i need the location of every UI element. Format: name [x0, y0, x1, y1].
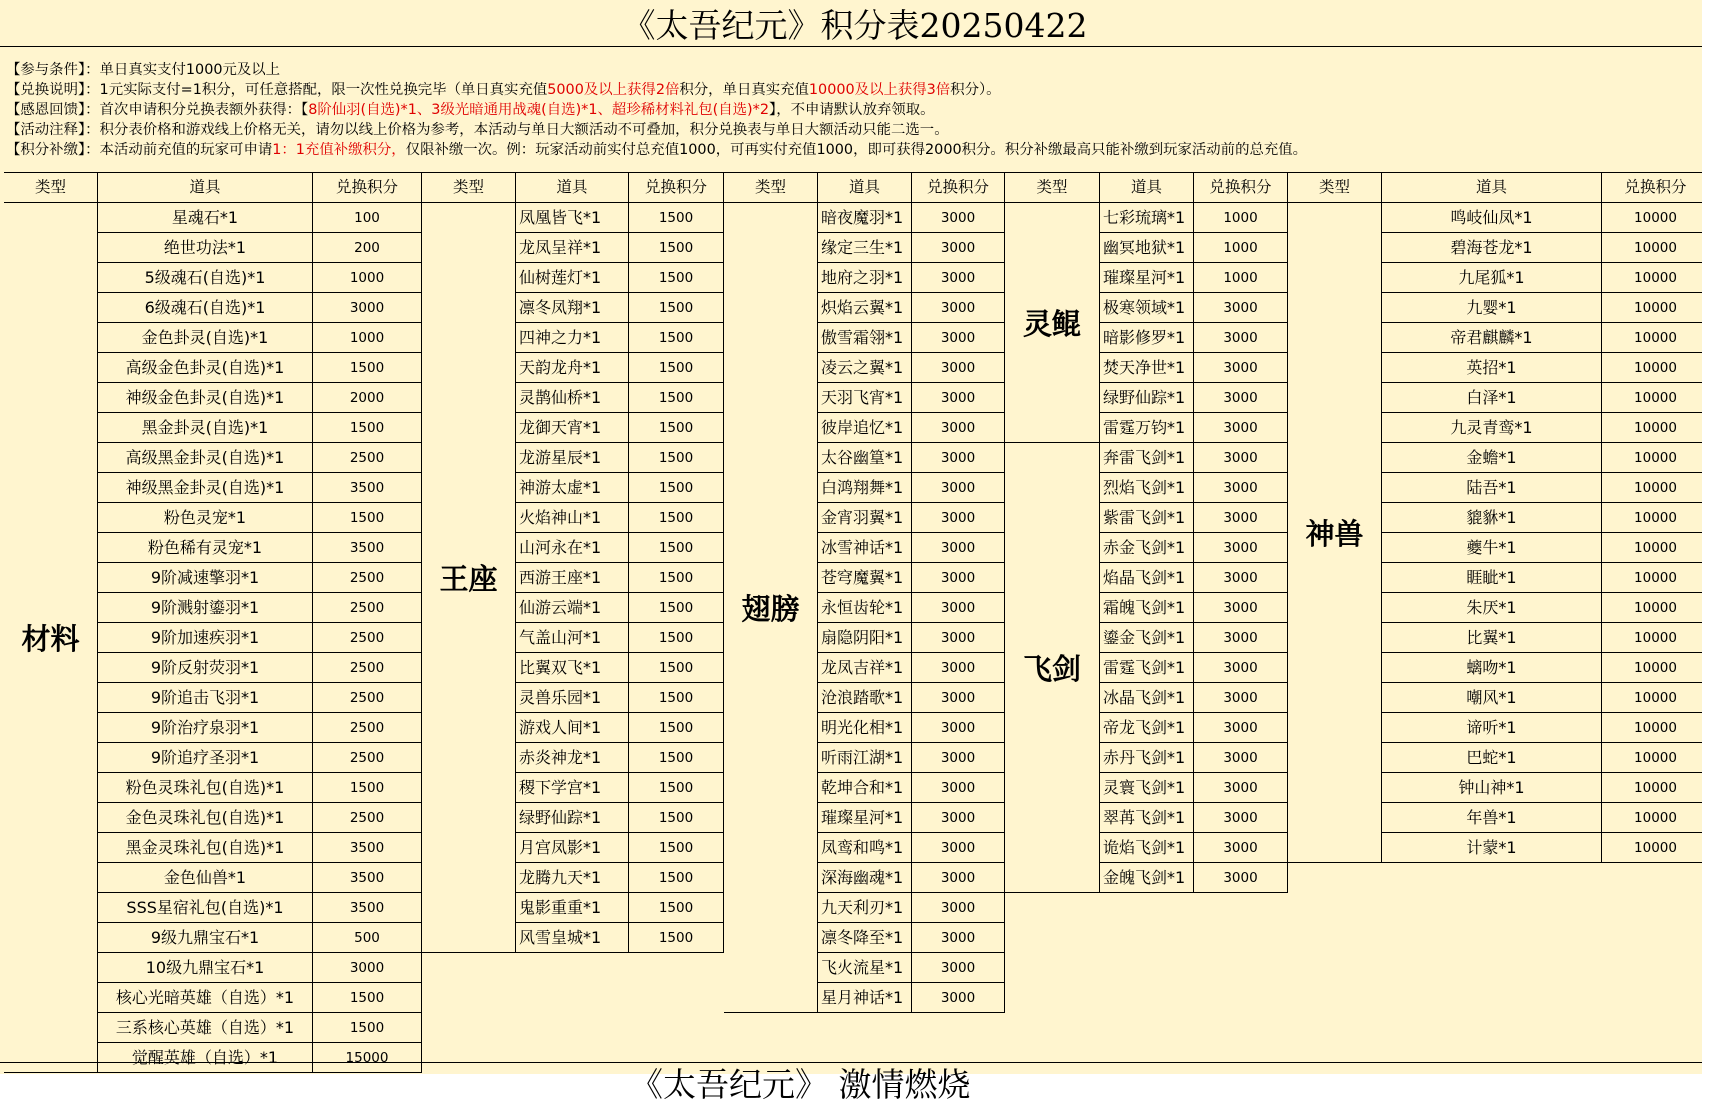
- item-name[interactable]: 绿野仙踪*1: [516, 803, 629, 833]
- viewport-edge: [1702, 0, 1710, 1074]
- item-name[interactable]: 神级黑金卦灵(自选)*1: [98, 473, 313, 503]
- item-points: 2500: [313, 563, 422, 593]
- item-points: 3000: [1194, 713, 1288, 743]
- item-points: 15000: [313, 1043, 422, 1073]
- item-name[interactable]: 谛听*1: [1382, 713, 1602, 743]
- item-name[interactable]: 天羽飞宵*1: [818, 383, 912, 413]
- footer-title: 《太吾纪元》 激情燃烧: [630, 1065, 971, 1104]
- item-points: 1000: [313, 263, 422, 293]
- item-name[interactable]: 飞火流星*1: [818, 953, 912, 983]
- item-points: 3000: [1194, 443, 1288, 473]
- item-points: 3000: [1194, 473, 1288, 503]
- item-name[interactable]: 赤金飞剑*1: [1100, 533, 1194, 563]
- item-points: 3000: [1194, 533, 1288, 563]
- item-name[interactable]: 凌云之翼*1: [818, 353, 912, 383]
- item-points: 1500: [629, 443, 724, 473]
- item-points: 3000: [912, 413, 1005, 443]
- header-item: 道具: [1382, 172, 1602, 203]
- item-name[interactable]: 白鸿翔舞*1: [818, 473, 912, 503]
- item-name[interactable]: 仙游云端*1: [516, 593, 629, 623]
- item-name[interactable]: 龙腾九天*1: [516, 863, 629, 893]
- item-name[interactable]: 暗影修罗*1: [1100, 323, 1194, 353]
- item-points: 3000: [912, 623, 1005, 653]
- item-points: 10000: [1602, 653, 1710, 683]
- item-name[interactable]: 计蒙*1: [1382, 833, 1602, 863]
- item-points: 3000: [1194, 293, 1288, 323]
- item-name[interactable]: 三系核心英雄（自选）*1: [98, 1013, 313, 1043]
- item-name[interactable]: 钟山神*1: [1382, 773, 1602, 803]
- item-points: 10000: [1602, 623, 1710, 653]
- item-name[interactable]: 粉色稀有灵宠*1: [98, 533, 313, 563]
- item-points: 3000: [912, 353, 1005, 383]
- item-name[interactable]: 奔雷飞剑*1: [1100, 443, 1194, 473]
- item-name[interactable]: 9阶追击飞羽*1: [98, 683, 313, 713]
- item-name[interactable]: 帝龙飞剑*1: [1100, 713, 1194, 743]
- item-name[interactable]: 5级魂石(自选)*1: [98, 263, 313, 293]
- category-label: 飞剑: [1005, 443, 1100, 893]
- item-points: 10000: [1602, 713, 1710, 743]
- item-points: 3000: [912, 983, 1005, 1013]
- item-points: 1500: [629, 773, 724, 803]
- item-points: 500: [313, 923, 422, 953]
- item-name[interactable]: 龙游星辰*1: [516, 443, 629, 473]
- item-points: 3000: [1194, 593, 1288, 623]
- category-label: 翅膀: [724, 203, 818, 1013]
- item-points: 10000: [1602, 413, 1710, 443]
- header-points: 兑换积分: [313, 172, 422, 203]
- item-points: 3000: [912, 773, 1005, 803]
- item-points: 3000: [1194, 503, 1288, 533]
- item-points: 3000: [1194, 833, 1288, 863]
- item-name[interactable]: 睚眦*1: [1382, 563, 1602, 593]
- item-name[interactable]: 鬼影重重*1: [516, 893, 629, 923]
- item-name[interactable]: 金色仙兽*1: [98, 863, 313, 893]
- item-name[interactable]: 核心光暗英雄（自选）*1: [98, 983, 313, 1013]
- header-points: 兑换积分: [1602, 172, 1710, 203]
- item-points: 10000: [1602, 293, 1710, 323]
- item-points: 3000: [912, 563, 1005, 593]
- item-name[interactable]: 炽焰云翼*1: [818, 293, 912, 323]
- item-name[interactable]: 天韵龙舟*1: [516, 353, 629, 383]
- item-points: 1000: [1194, 233, 1288, 263]
- item-points: 3000: [1194, 743, 1288, 773]
- item-points: 1500: [629, 833, 724, 863]
- item-name[interactable]: 灵兽乐园*1: [516, 683, 629, 713]
- item-points: 1500: [629, 233, 724, 263]
- item-points: 3000: [912, 953, 1005, 983]
- item-points: 1500: [629, 413, 724, 443]
- note-highlight: 8阶仙羽(自选)*1、3级光暗通用战魂(自选)*1、超珍稀材料礼包(自选)*2: [308, 102, 770, 118]
- item-name[interactable]: 星月神话*1: [818, 983, 912, 1013]
- item-name[interactable]: 苍穹魔翼*1: [818, 563, 912, 593]
- item-points: 1500: [629, 473, 724, 503]
- item-points: 1500: [629, 353, 724, 383]
- category-label: 灵鲲: [1005, 203, 1100, 443]
- item-name[interactable]: 九婴*1: [1382, 293, 1602, 323]
- item-points: 10000: [1602, 443, 1710, 473]
- note-text: 积分）。: [950, 82, 1001, 98]
- note-text: 仅限补缴一次。例：玩家活动前实付总充值1000，可再实付充值1000，即可获得2000积分。积分补缴最高只能补缴到玩家活动前的总充值。: [405, 142, 1308, 158]
- item-points: 3000: [1194, 413, 1288, 443]
- note-line: [6, 120, 1706, 140]
- item-points: 3000: [912, 833, 1005, 863]
- note-highlight: 1：1充值补缴积分，: [272, 142, 406, 158]
- item-points: 3000: [313, 293, 422, 323]
- header-type: 类型: [1005, 172, 1100, 203]
- item-points: 2500: [313, 713, 422, 743]
- note-text: 【积分补缴】：本活动前充值的玩家可申请: [6, 142, 273, 158]
- item-name[interactable]: 璀璨星河*1: [1100, 263, 1194, 293]
- item-points: 2500: [313, 593, 422, 623]
- item-name[interactable]: 九尾狐*1: [1382, 263, 1602, 293]
- item-name[interactable]: 绿野仙踪*1: [1100, 383, 1194, 413]
- item-points: 3500: [313, 473, 422, 503]
- item-name[interactable]: 深海幽魂*1: [818, 863, 912, 893]
- header-type: 类型: [422, 172, 516, 203]
- item-points: 10000: [1602, 323, 1710, 353]
- item-name[interactable]: 永恒齿轮*1: [818, 593, 912, 623]
- item-points: 1500: [313, 773, 422, 803]
- item-points: 3000: [912, 203, 1005, 233]
- item-name[interactable]: 火焰神山*1: [516, 503, 629, 533]
- item-name[interactable]: 山河永在*1: [516, 533, 629, 563]
- header-item: 道具: [516, 172, 629, 203]
- item-points: 3000: [912, 263, 1005, 293]
- item-points: 200: [313, 233, 422, 263]
- header-type: 类型: [4, 172, 98, 203]
- item-points: 1500: [629, 683, 724, 713]
- item-name[interactable]: 绝世功法*1: [98, 233, 313, 263]
- header-item: 道具: [1100, 172, 1194, 203]
- item-points: 1500: [629, 593, 724, 623]
- item-points: 1500: [629, 533, 724, 563]
- item-points: 3500: [313, 893, 422, 923]
- item-points: 10000: [1602, 533, 1710, 563]
- item-name[interactable]: 帝君麒麟*1: [1382, 323, 1602, 353]
- item-name[interactable]: 西游王座*1: [516, 563, 629, 593]
- item-points: 1000: [1194, 263, 1288, 293]
- item-points: 3500: [313, 863, 422, 893]
- header-points: 兑换积分: [629, 172, 724, 203]
- item-name[interactable]: 龙凤吉祥*1: [818, 653, 912, 683]
- item-points: 3000: [912, 653, 1005, 683]
- item-points: 1500: [629, 323, 724, 353]
- item-points: 1500: [629, 203, 724, 233]
- item-points: 3000: [1194, 353, 1288, 383]
- item-name[interactable]: 嘲风*1: [1382, 683, 1602, 713]
- item-name[interactable]: 龙凤呈祥*1: [516, 233, 629, 263]
- item-name[interactable]: 彼岸追忆*1: [818, 413, 912, 443]
- item-points: 1500: [629, 653, 724, 683]
- item-name[interactable]: 觉醒英雄（自选）*1: [98, 1043, 313, 1073]
- note-text: 【感恩回馈】：首次申请积分兑换表额外获得：【: [6, 102, 309, 118]
- item-name[interactable]: 神游太虚*1: [516, 473, 629, 503]
- item-name[interactable]: 太谷幽篁*1: [818, 443, 912, 473]
- item-name[interactable]: 夔牛*1: [1382, 533, 1602, 563]
- item-points: 1500: [313, 353, 422, 383]
- item-points: 3000: [1194, 323, 1288, 353]
- item-name[interactable]: 听雨江湖*1: [818, 743, 912, 773]
- item-name[interactable]: 傲雪霜翎*1: [818, 323, 912, 353]
- header-points: 兑换积分: [912, 172, 1005, 203]
- item-name[interactable]: 陆吾*1: [1382, 473, 1602, 503]
- item-points: 3000: [912, 713, 1005, 743]
- item-name[interactable]: 明光化相*1: [818, 713, 912, 743]
- item-points: 3000: [1194, 803, 1288, 833]
- item-name[interactable]: 凤凰皆飞*1: [516, 203, 629, 233]
- item-points: 1500: [313, 413, 422, 443]
- item-name[interactable]: 螭吻*1: [1382, 653, 1602, 683]
- category-label: 神兽: [1288, 203, 1382, 863]
- item-name[interactable]: 鎏金飞剑*1: [1100, 623, 1194, 653]
- item-points: 1500: [629, 293, 724, 323]
- item-points: 3000: [912, 293, 1005, 323]
- item-name[interactable]: 凤鸾和鸣*1: [818, 833, 912, 863]
- item-points: 1500: [313, 983, 422, 1013]
- note-highlight: 10000及以上获得3倍: [808, 82, 951, 98]
- item-name[interactable]: 仙树莲灯*1: [516, 263, 629, 293]
- item-points: 1500: [629, 923, 724, 953]
- header-points: 兑换积分: [1194, 172, 1288, 203]
- item-name[interactable]: 月宫凤影*1: [516, 833, 629, 863]
- note-text: 】，不申请默认放弃领取。: [769, 102, 935, 118]
- item-name[interactable]: 翠苒飞剑*1: [1100, 803, 1194, 833]
- item-points: 10000: [1602, 263, 1710, 293]
- item-name[interactable]: 粉色灵珠礼包(自选)*1: [98, 773, 313, 803]
- item-name[interactable]: 赤炎神龙*1: [516, 743, 629, 773]
- item-points: 3000: [912, 323, 1005, 353]
- item-name[interactable]: 诡焰飞剑*1: [1100, 833, 1194, 863]
- item-name[interactable]: 龙御天宵*1: [516, 413, 629, 443]
- header-item: 道具: [98, 172, 313, 203]
- item-points: 3000: [912, 863, 1005, 893]
- item-name[interactable]: 比翼*1: [1382, 623, 1602, 653]
- item-name[interactable]: 9阶减速擎羽*1: [98, 563, 313, 593]
- item-name[interactable]: 沧浪踏歌*1: [818, 683, 912, 713]
- note-line: [6, 100, 1706, 120]
- item-points: 3000: [1194, 863, 1288, 893]
- item-points: 10000: [1602, 803, 1710, 833]
- item-name[interactable]: 扇隐阴阳*1: [818, 623, 912, 653]
- item-points: 3000: [912, 893, 1005, 923]
- item-points: 3000: [1194, 383, 1288, 413]
- item-name[interactable]: 白泽*1: [1382, 383, 1602, 413]
- item-points: 10000: [1602, 203, 1710, 233]
- item-points: 3000: [1194, 683, 1288, 713]
- item-points: 2500: [313, 683, 422, 713]
- item-name[interactable]: 9阶溅射鎏羽*1: [98, 593, 313, 623]
- item-name[interactable]: 地府之羽*1: [818, 263, 912, 293]
- note-text: 【参与条件】：单日真实支付1000元及以上: [6, 62, 281, 78]
- item-name[interactable]: 凛冬凤翔*1: [516, 293, 629, 323]
- item-points: 2500: [313, 743, 422, 773]
- item-points: 3000: [912, 683, 1005, 713]
- item-points: 2500: [313, 623, 422, 653]
- item-name[interactable]: 暗夜魔羽*1: [818, 203, 912, 233]
- item-points: 3000: [1194, 563, 1288, 593]
- category-label: 王座: [422, 203, 516, 953]
- item-name[interactable]: 英招*1: [1382, 353, 1602, 383]
- item-name[interactable]: 9阶反射荧羽*1: [98, 653, 313, 683]
- category-label: 材料: [4, 203, 98, 1073]
- item-name[interactable]: 焚天净世*1: [1100, 353, 1194, 383]
- item-points: 3000: [912, 743, 1005, 773]
- item-points: 3000: [1194, 653, 1288, 683]
- item-name[interactable]: 四神之力*1: [516, 323, 629, 353]
- item-points: 10000: [1602, 233, 1710, 263]
- item-name[interactable]: 璀璨星河*1: [818, 803, 912, 833]
- item-points: 3000: [912, 923, 1005, 953]
- item-points: 3500: [313, 533, 422, 563]
- item-points: 10000: [1602, 563, 1710, 593]
- item-name[interactable]: 貔貅*1: [1382, 503, 1602, 533]
- item-points: 1500: [629, 893, 724, 923]
- item-points: 1000: [313, 323, 422, 353]
- item-name[interactable]: 高级黑金卦灵(自选)*1: [98, 443, 313, 473]
- item-name[interactable]: 粉色灵宠*1: [98, 503, 313, 533]
- item-points: 3000: [912, 803, 1005, 833]
- item-name[interactable]: 稷下学宫*1: [516, 773, 629, 803]
- item-points: 10000: [1602, 773, 1710, 803]
- item-points: 3000: [912, 533, 1005, 563]
- item-name[interactable]: 6级魂石(自选)*1: [98, 293, 313, 323]
- item-name[interactable]: SSS星宿礼包(自选)*1: [98, 893, 313, 923]
- item-name[interactable]: 赤丹飞剑*1: [1100, 743, 1194, 773]
- item-points: 3000: [912, 473, 1005, 503]
- item-name[interactable]: 金色卦灵(自选)*1: [98, 323, 313, 353]
- item-name[interactable]: 七彩琉璃*1: [1100, 203, 1194, 233]
- note-line: [6, 80, 1706, 100]
- item-name[interactable]: 9阶治疗泉羽*1: [98, 713, 313, 743]
- item-points: 2000: [313, 383, 422, 413]
- item-name[interactable]: 雷霆万钧*1: [1100, 413, 1194, 443]
- note-line: [6, 140, 1706, 160]
- note-text: 【兑换说明】：1元实际支付=1积分，可任意搭配，限一次性兑换完毕（单日真实充值: [6, 82, 548, 98]
- item-name[interactable]: 黑金灵珠礼包(自选)*1: [98, 833, 313, 863]
- note-text: 【活动注释】：积分表价格和游戏线上价格无关，请勿以线上价格为参考，本活动与单日大额活动不可叠加，积分兑换表与单日大额活动只能二选一。: [6, 122, 949, 138]
- item-points: 100: [313, 203, 422, 233]
- item-name[interactable]: 比翼双飞*1: [516, 653, 629, 683]
- item-points: 10000: [1602, 683, 1710, 713]
- item-points: 10000: [1602, 743, 1710, 773]
- item-name[interactable]: 9阶加速疾羽*1: [98, 623, 313, 653]
- item-name[interactable]: 朱厌*1: [1382, 593, 1602, 623]
- item-name[interactable]: 灵鹊仙桥*1: [516, 383, 629, 413]
- item-name[interactable]: 游戏人间*1: [516, 713, 629, 743]
- item-points: 1500: [629, 383, 724, 413]
- item-points: 1000: [1194, 203, 1288, 233]
- item-points: 3000: [912, 233, 1005, 263]
- item-name[interactable]: 金色灵珠礼包(自选)*1: [98, 803, 313, 833]
- item-points: 3000: [313, 953, 422, 983]
- item-points: 10000: [1602, 383, 1710, 413]
- item-name[interactable]: 气盖山河*1: [516, 623, 629, 653]
- item-points: 3000: [912, 443, 1005, 473]
- item-points: 1500: [629, 263, 724, 293]
- item-name[interactable]: 金魄飞剑*1: [1100, 863, 1194, 893]
- item-points: 2500: [313, 803, 422, 833]
- item-points: 1500: [629, 743, 724, 773]
- notes-block: [6, 60, 1706, 160]
- item-points: 10000: [1602, 473, 1710, 503]
- item-name[interactable]: 霜魄飞剑*1: [1100, 593, 1194, 623]
- item-name[interactable]: 九天利刃*1: [818, 893, 912, 923]
- item-name[interactable]: 鸣岐仙凤*1: [1382, 203, 1602, 233]
- item-name[interactable]: 碧海苍龙*1: [1382, 233, 1602, 263]
- item-name[interactable]: 冰雪神话*1: [818, 533, 912, 563]
- item-name[interactable]: 乾坤合和*1: [818, 773, 912, 803]
- item-points: 1500: [629, 863, 724, 893]
- item-points: 1500: [629, 713, 724, 743]
- item-name[interactable]: 巴蛇*1: [1382, 743, 1602, 773]
- item-points: 10000: [1602, 593, 1710, 623]
- item-points: 1500: [629, 803, 724, 833]
- footer-banner: [0, 1062, 1710, 1104]
- header-type: 类型: [724, 172, 818, 203]
- item-points: 1500: [629, 503, 724, 533]
- item-points: 3000: [1194, 773, 1288, 803]
- item-points: 10000: [1602, 503, 1710, 533]
- item-name[interactable]: 黑金卦灵(自选)*1: [98, 413, 313, 443]
- item-points: 1500: [629, 563, 724, 593]
- item-name[interactable]: 高级金色卦灵(自选)*1: [98, 353, 313, 383]
- page-title: 《太吾纪元》积分表20250422: [0, 0, 1710, 47]
- item-points: 10000: [1602, 833, 1710, 863]
- item-name[interactable]: 烈焰飞剑*1: [1100, 473, 1194, 503]
- note-highlight: 5000及以上获得2倍: [547, 82, 680, 98]
- item-name[interactable]: 紫雷飞剑*1: [1100, 503, 1194, 533]
- note-text: 积分，单日真实充值: [679, 82, 809, 98]
- item-points: 3500: [313, 833, 422, 863]
- item-points: 3000: [912, 503, 1005, 533]
- item-name[interactable]: 年兽*1: [1382, 803, 1602, 833]
- item-points: 3000: [912, 383, 1005, 413]
- item-points: 10000: [1602, 353, 1710, 383]
- item-name[interactable]: 灵寰飞剑*1: [1100, 773, 1194, 803]
- item-points: 3000: [912, 593, 1005, 623]
- item-points: 3000: [1194, 623, 1288, 653]
- item-name[interactable]: 冰晶飞剑*1: [1100, 683, 1194, 713]
- item-points: 1500: [313, 503, 422, 533]
- item-name[interactable]: 焰晶飞剑*1: [1100, 563, 1194, 593]
- item-points: 1500: [629, 623, 724, 653]
- item-name[interactable]: 凛冬降至*1: [818, 923, 912, 953]
- item-points: 1500: [313, 1013, 422, 1043]
- item-points: 2500: [313, 443, 422, 473]
- item-name[interactable]: 金宵羽翼*1: [818, 503, 912, 533]
- item-name[interactable]: 缘定三生*1: [818, 233, 912, 263]
- item-name[interactable]: 幽冥地狱*1: [1100, 233, 1194, 263]
- item-name[interactable]: 9阶追疗圣羽*1: [98, 743, 313, 773]
- item-name[interactable]: 雷霆飞剑*1: [1100, 653, 1194, 683]
- header-type: 类型: [1288, 172, 1382, 203]
- item-points: 2500: [313, 653, 422, 683]
- item-name[interactable]: 九灵青鸾*1: [1382, 413, 1602, 443]
- note-line: [6, 60, 1706, 80]
- item-name[interactable]: 神级金色卦灵(自选)*1: [98, 383, 313, 413]
- item-name[interactable]: 风雪皇城*1: [516, 923, 629, 953]
- item-name[interactable]: 金蟾*1: [1382, 443, 1602, 473]
- item-name[interactable]: 星魂石*1: [98, 203, 313, 233]
- header-item: 道具: [818, 172, 912, 203]
- item-name[interactable]: 9级九鼎宝石*1: [98, 923, 313, 953]
- item-name[interactable]: 10级九鼎宝石*1: [98, 953, 313, 983]
- item-name[interactable]: 极寒领域*1: [1100, 293, 1194, 323]
